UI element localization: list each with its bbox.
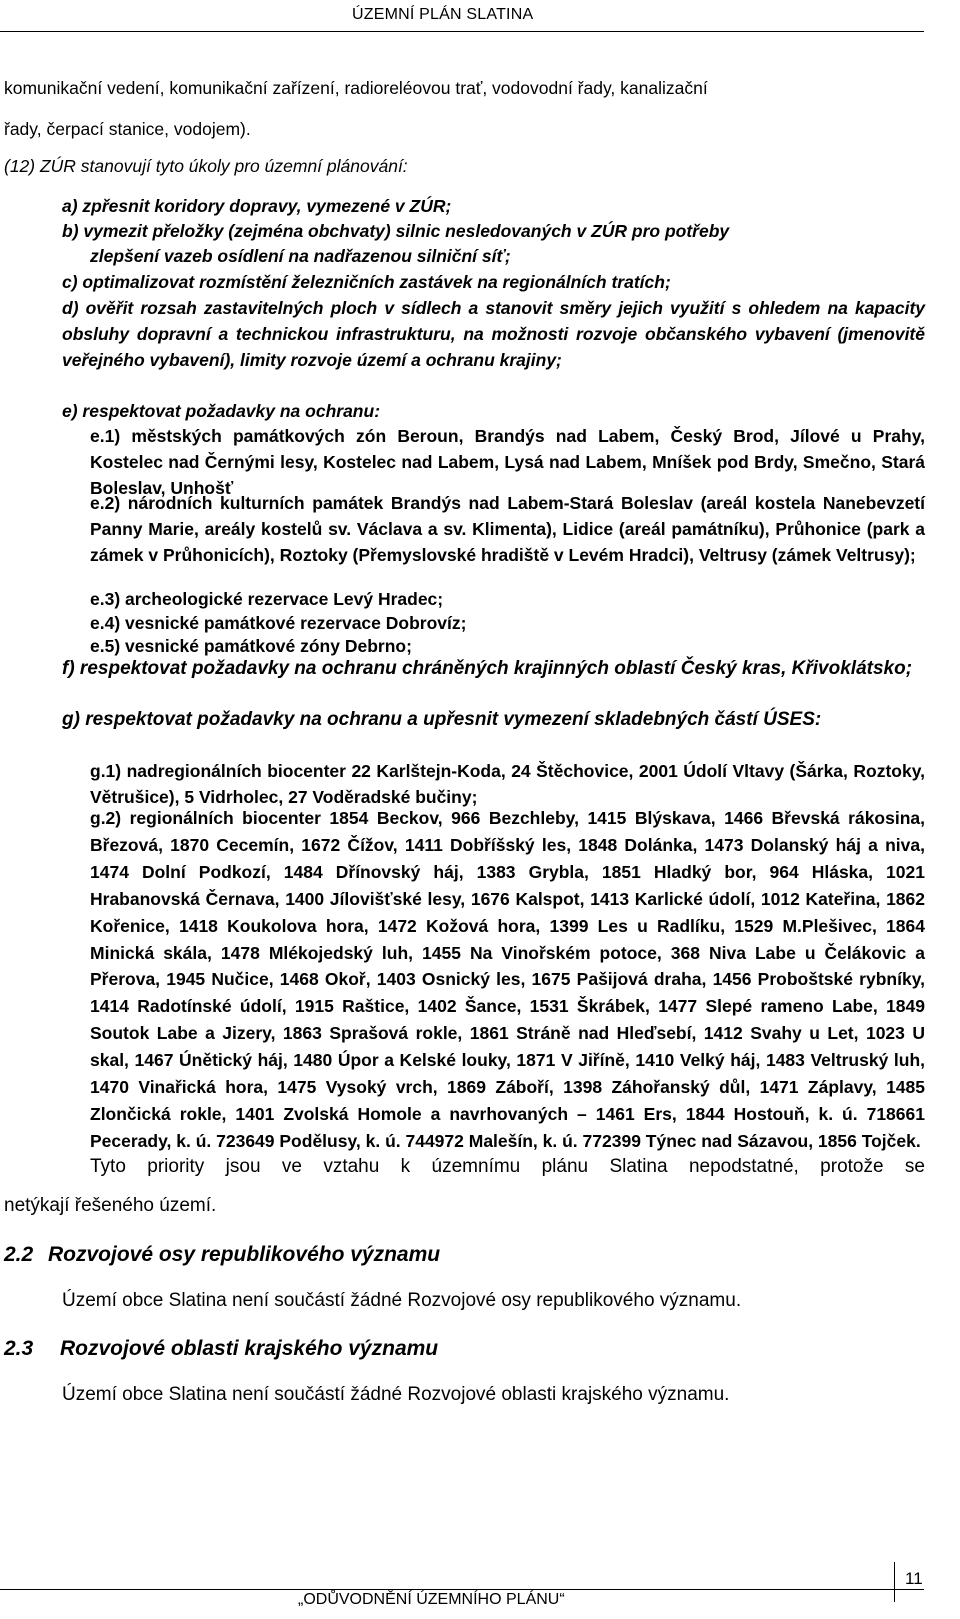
- item-12-heading: (12) ZÚR stanovují tyto úkoly pro územní plánování:: [4, 156, 408, 176]
- section-title: Rozvojové osy republikového významu: [48, 1243, 441, 1266]
- section-2-3-text: Území obce Slatina není součástí žádné Rozvojové oblasti krajského významu.: [62, 1384, 730, 1405]
- item-e4: e.4) vesnické památkové rezervace Dobrovíz;: [90, 613, 467, 633]
- item-g1: g.1) nadregionálních biocenter 22 Karlštejn-Koda, 24 Štěchovice, 2001 Údolí Vltavy (Šárka, Roztoky, Větrušice), 5 Vidrholec, 27 Voděradské bučiny;: [90, 761, 925, 807]
- footer-separator: [894, 1562, 895, 1602]
- header-title: ÚZEMNÍ PLÁN SLATINA: [352, 6, 534, 23]
- page-number: 11: [905, 1569, 923, 1588]
- footer-title: „ODŮVODNĚNÍ ÚZEMNÍHO PLÁNU“: [298, 1591, 565, 1608]
- priority-note-line-1: Tyto priority jsou ve vztahu k územnímu plánu Slatina nepodstatné, protože se: [90, 1156, 925, 1177]
- header-rule: [0, 31, 924, 32]
- item-g2: g.2) regionálních biocenter 1854 Beckov, 966 Bezchleby, 1415 Blýskava, 1466 Břevská rákosina, Březová, 1870 Cecemín, 1672 Čížov, 1411 Dobříšský les, 1848 Dolánka, 1473 Dolanský háj a niva, 1474 Dolní Podkozí, 1484 Dřínovský háj, 1383 Grybla, 1851 Hladký bor, 964 Hláska, 1021 Hrabanovská Černava, 1400 Jílovišťské lesy, 1676 Kalspot, 1413 Karlické údolí, 1012 Kateřina, 1862 Kořenice, 1418 Koukolova hora, 1472 Kožová hora, 1399 Les u Radlíku, 1529 M.Plešivec, 1864 Minická skála, 1478 Mlékojedský luh, 1455 Na Vinořském potoce, 368 Niva Labe u Čelákovic a Přerova, 1945 Nučice, 1468 Okoř, 1403 Osnický les, 1675 Pašijová draha, 1456 Proboštské rybníky, 1414 Radotínské údolí, 1915 Raštice, 1402 Šance, 1531 Škrábek, 1477 Slepé rameno Labe, 1849 Soutok Labe a Jizery, 1863 Sprašová rokle, 1861 Stráně nad Hleďsebí, 1412 Svahy u Let, 1023 U skal, 1467 Únětický háj, 1480 Úpor a Kelské louky, 1871 V Jiříně, 1410 Velký háj, 1483 Veltruský luh, 1470 Vinařická hora, 1475 Vysoký vrch, 1869 Záboří, 1398 Záhořanský důl, 1471 Záplavy, 1485 Zlončická rokle, 1401 Zvolská Homole a navrhovaných – 1461 Ers, 1844 Hostouň, k. ú. 718661 Pecerady, k. ú. 723649 Podělusy, k. ú. 744972 Malešín, k. ú. 772399 Týnec nad Sázavou, 1856 Tojček.: [90, 808, 925, 1151]
- intro-line-2: řady, čerpací stanice, vodojem).: [4, 119, 251, 139]
- item-e3: e.3) archeologické rezervace Levý Hradec;: [90, 589, 444, 609]
- item-e1: e.1) městských památkových zón Beroun, Brandýs nad Labem, Český Brod, Jílové u Prahy, Kostelec nad Černými lesy, Kostelec nad Labem, Lysá nad Labem, Mníšek pod Brdy, Smečno, Stará Boleslav, Unhošť: [90, 426, 925, 498]
- item-c: c) optimalizovat rozmístění železničních zastávek na regionálních tratích;: [62, 272, 671, 292]
- item-e: e) respektovat požadavky na ochranu:: [62, 401, 381, 421]
- item-e5: e.5) vesnické památkové zóny Debrno;: [90, 636, 412, 656]
- item-d: d) ověřit rozsah zastavitelných ploch v sídlech a stanovit směry jejich využití s ohledem na kapacity obsluhy dopravní a technickou infrastrukturu, na možnosti rozvoje občanského vybavení (jmenovitě veřejného vybavení), limity rozvoje území a ochranu krajiny;: [62, 298, 925, 370]
- priority-note-line-2: netýkají řešeného území.: [4, 1195, 217, 1216]
- section-number: 2.2: [4, 1243, 34, 1266]
- section-2-2-text: Území obce Slatina není součástí žádné Rozvojové osy republikového významu.: [62, 1290, 742, 1311]
- intro-line-1: komunikační vedení, komunikační zařízení, radioreléovou trať, vodovodní řady, kanalizační: [4, 78, 708, 98]
- section-2-2-heading: [4, 1243, 440, 1267]
- footer-rule: [0, 1589, 924, 1590]
- item-a: a) zpřesnit koridory dopravy, vymezené v ZÚR;: [62, 196, 452, 216]
- item-b-line-1: b) vymezit přeložky (zejména obchvaty) silnic nesledovaných v ZÚR pro potřeby: [62, 221, 730, 241]
- item-e2: e.2) národních kulturních památek Brandýs nad Labem-Stará Boleslav (areál kostela Nanebevzetí Panny Marie, areály kostelů sv. Václava a sv. Klimenta), Lidice (areál památníku), Průhonice (park a zámek v Průhonicích), Roztoky (Přemyslovské hradiště v Levém Hradci), Veltrusy (zámek Veltrusy);: [90, 493, 925, 565]
- section-title: Rozvojové oblasti krajského významu: [60, 1337, 439, 1360]
- section-number: 2.3: [4, 1337, 34, 1360]
- item-b-line-2: zlepšení vazeb osídlení na nadřazenou silniční síť;: [90, 246, 511, 266]
- item-f: f) respektovat požadavky na ochranu chráněných krajinných oblastí Český kras, Křivoklátsko;: [62, 658, 913, 679]
- section-2-3-heading: [4, 1337, 438, 1361]
- item-g: g) respektovat požadavky na ochranu a upřesnit vymezení skladebných částí ÚSES:: [62, 709, 822, 730]
